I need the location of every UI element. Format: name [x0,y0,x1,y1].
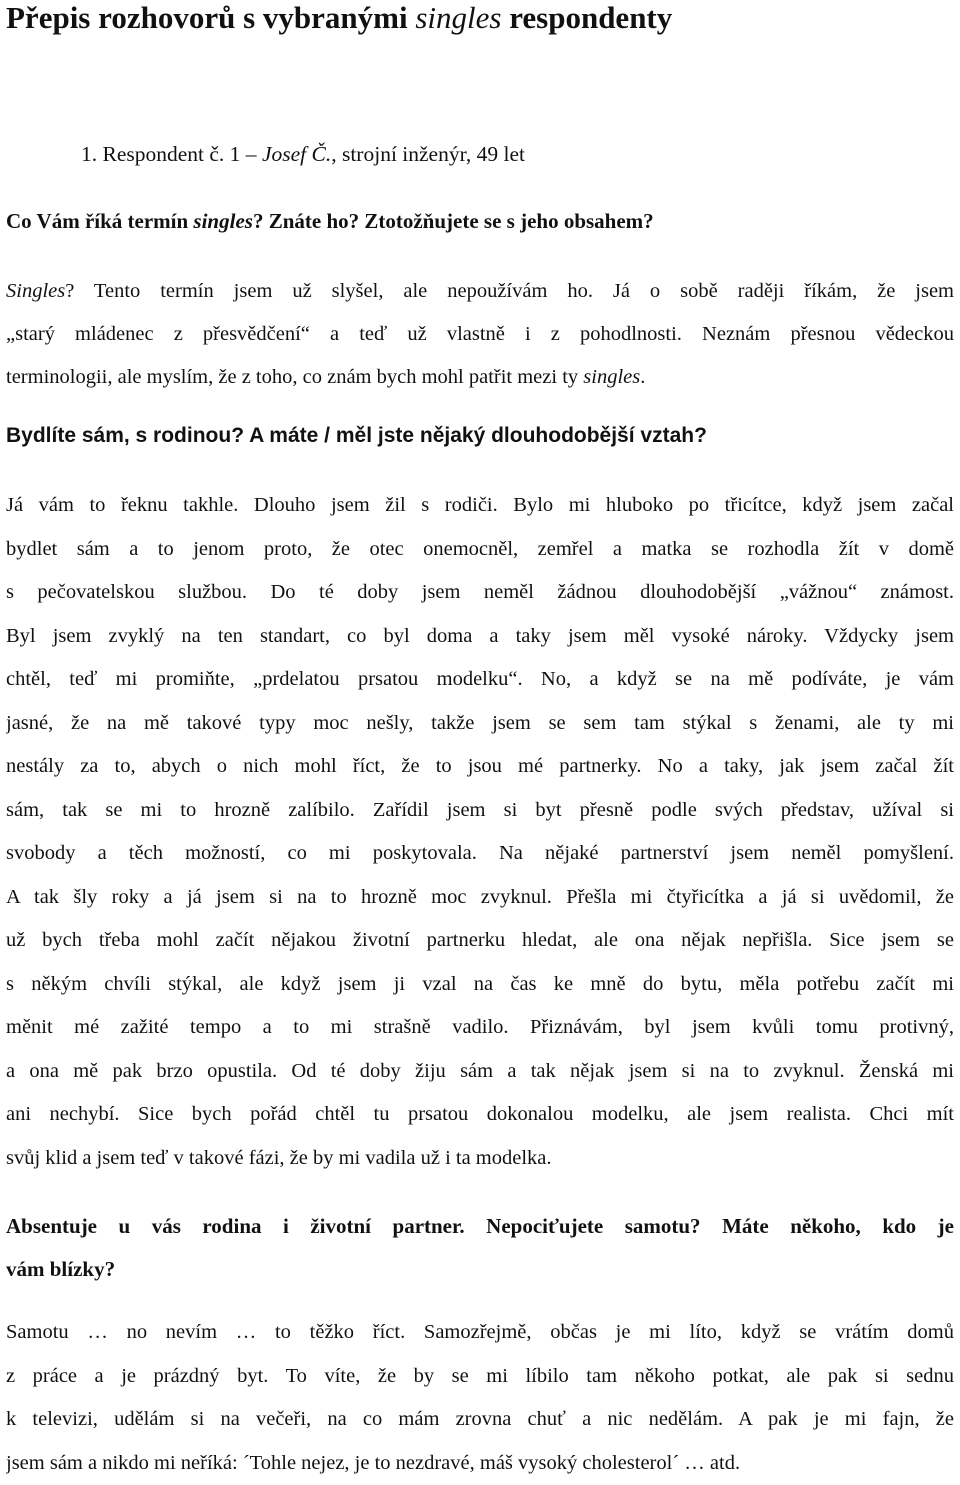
text-run: jasné, že na mě takové typy moc nešly, takže jsem se sem tam stýkal s ženami, ale ty mi [6,712,954,734]
text-run: Co Vám říká termín [6,209,193,233]
answer-line [6,832,954,876]
text-run: chtěl, teď mi promiňte, „prdelatou prsatou modelku“. No, a když se na mě podíváte, je vám [6,668,954,690]
respondent-suffix: , strojní inženýr, 49 let [331,142,525,166]
answer-line [6,658,954,702]
answer-2 [6,484,954,1180]
title-part-2: respondenty [501,0,672,35]
emphasis-text: singles [193,209,253,233]
answer-line [6,484,954,528]
text-run: „starý mládenec z přesvědčení“ a teď už vlastně i z pohodlnosti. Neznám přesnou vědeckou [6,323,954,345]
answer-line [6,615,954,659]
answer-line [6,1050,954,1094]
answer-line [6,528,954,572]
title-part-1: Přepis rozhovorů s vybranými [6,0,415,35]
question-line [6,1205,954,1248]
answer-line [6,1398,954,1442]
emphasis-text: singles [583,366,640,388]
respondent-heading [81,139,525,169]
title-emphasis: singles [415,0,501,35]
question-line [6,1248,954,1291]
text-run: z práce a je prázdný byt. To víte, že by se mi líbilo tam někoho potkat, ale pak si sednu [6,1365,954,1387]
text-run: bydlet sám a to jenom proto, že otec onemocněl, zemřel a matka se rozhodla žít v domě [6,538,954,560]
text-run: ? Tento termín jsem už slyšel, ale nepoužívám ho. Já o sobě raději říkám, že jsem [65,280,954,302]
answer-line [6,1137,954,1181]
answer-line [6,1355,954,1399]
text-run: k televizi, udělám si na večeři, na co mám zrovna chuť a nic nedělám. A pak je mi fajn, že [6,1408,954,1430]
answer-1 [6,270,954,399]
answer-line [6,356,954,399]
answer-line [6,963,954,1007]
answer-line [6,1311,954,1355]
respondent-name: Josef Č. [262,142,331,166]
page-title [6,0,672,38]
text-run: jsem sám a nikdo mi neříká: ´Tohle nejez, je to nezdravé, máš vysoký cholesterol´ … atd. [6,1452,740,1474]
respondent-prefix: 1. Respondent č. 1 – [81,142,262,166]
text-run: Samotu … no nevím … to těžko říct. Samozřejmě, občas je mi líto, když se vrátím domů [6,1321,954,1343]
text-run: Bydlíte sám, s rodinou? A máte / měl jste nějaký dlouhodobější vztah? [6,424,707,447]
question-3 [6,1205,954,1291]
text-run: Byl jsem zvyklý na ten standart, co byl doma a taky jsem měl vysoké nároky. Vždycky jsem [6,625,954,647]
text-run: . [640,366,645,388]
answer-3 [6,1311,954,1485]
text-run: svobody a těch možností, co mi poskytovala. Na nějaké partnerství jsem neměl pomyšlení. [6,842,954,864]
text-run: a ona mě pak brzo opustila. Od té doby žiju sám a tak nějak jsem si na to zvyknul. Ženská mi [6,1060,954,1082]
text-run: Já vám to řeknu takhle. Dlouho jsem žil s rodiči. Bylo mi hluboko po třicítce, když jsem začal [6,494,954,516]
question-2 [6,421,954,451]
answer-line [6,1093,954,1137]
question-line [6,206,954,236]
text-run: terminologii, ale myslím, že z toho, co znám bych mohl patřit mezi ty [6,366,583,388]
text-run: Absentuje u vás rodina i životní partner. Nepociťujete samotu? Máte někoho, kdo je [6,1214,954,1238]
text-run: s někým chvíli stýkal, ale když jsem ji vzal na čas ke mně do bytu, měla potřebu začít mi [6,973,954,995]
answer-line [6,270,954,313]
question-line [6,421,954,451]
answer-line [6,571,954,615]
emphasis-text: Singles [6,280,65,302]
answer-line [6,789,954,833]
answer-line [6,919,954,963]
text-run: vám blízky? [6,1257,115,1281]
text-run: sám, tak se mi to hrozně zalíbilo. Zařídil jsem si byt přesně podle svých představ, užíval si [6,799,954,821]
answer-line [6,1442,954,1485]
answer-line [6,313,954,356]
text-run: nestály za to, abych o nich mohl říct, že to jsou mé partnerky. No a taky, jak jsem začal žít [6,755,954,777]
text-run: svůj klid a jsem teď v takové fázi, že by mi vadila už i ta modelka. [6,1147,552,1169]
answer-line [6,1006,954,1050]
text-run: měnit mé zažité tempo a to mi strašně vadilo. Přiznávám, byl jsem kvůli tomu protivný, [6,1016,954,1038]
text-run: ? Znáte ho? Ztotožňujete se s jeho obsahem? [253,209,654,233]
text-run: s pečovatelskou službou. Do té doby jsem neměl žádnou dlouhodobější „vážnou“ známost. [6,581,954,603]
answer-line [6,702,954,746]
text-run: ani nechybí. Sice bych pořád chtěl tu prsatou dokonalou modelku, ale jsem realista. Chci mít [6,1103,954,1125]
text-run: už bych třeba mohl začít nějakou životní partnerku hledat, ale ona nějak nepřišla. Sice jsem se [6,929,954,951]
answer-line [6,745,954,789]
answer-line [6,876,954,920]
question-1 [6,206,954,236]
text-run: A tak šly roky a já jsem si na to hrozně moc zvyknul. Přešla mi čtyřicítka a já si uvědomil, že [6,886,954,908]
